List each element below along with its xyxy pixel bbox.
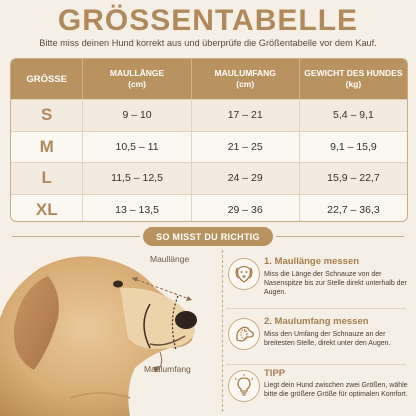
badge-divider-left	[12, 236, 140, 237]
dog-profile-icon	[228, 318, 260, 350]
table-row	[11, 162, 407, 194]
muzzle-circumference-label: Maulumfang	[144, 364, 191, 374]
dog-photo	[0, 248, 218, 416]
step-title: 2. Maulumfang messen	[264, 316, 369, 327]
size-cell: L	[41, 168, 52, 188]
table-row	[11, 99, 407, 131]
step-separator	[226, 364, 406, 365]
size-cell: S	[41, 105, 53, 125]
header-muzzle-circumference: MAULUMFANG (cm)	[191, 59, 299, 99]
dog-face-icon	[228, 258, 260, 290]
step-text: Liegt dein Hund zwischen zwei Größen, wähle bitte die größere Größe für optimalen Komfort.	[264, 382, 408, 398]
step-separator	[226, 308, 406, 309]
step-muzzle-circumference	[222, 312, 412, 364]
table-body	[11, 99, 407, 222]
table-row	[11, 194, 407, 223]
weight-cell: 15,9 – 22,7	[299, 163, 407, 194]
step-tip	[222, 368, 412, 412]
how-to-measure-badge: SO MISST DU RICHTIG	[143, 227, 273, 246]
length-cell: 13 – 13,5	[82, 195, 190, 223]
step-text: Miss den Umfang der Schnauze an der breitesten Stelle, direkt unter den Augen.	[264, 331, 391, 347]
circumference-cell: 17 – 21	[191, 100, 299, 131]
circumference-cell: 21 – 25	[191, 132, 299, 163]
header-muzzle-length: MAULLÄNGE (cm)	[82, 59, 190, 99]
size-cell: M	[39, 136, 54, 156]
header-size: GRÖSSE	[26, 73, 68, 85]
length-cell: 10,5 – 11	[82, 132, 190, 163]
circumference-cell: 29 – 36	[191, 195, 299, 223]
weight-cell: 5,4 – 9,1	[299, 100, 407, 131]
length-cell: 9 – 10	[82, 100, 190, 131]
step-title: TIPP	[264, 368, 286, 379]
table-row	[11, 131, 407, 163]
page-title: GRÖSSENTABELLE	[57, 4, 359, 37]
header-dog-weight: GEWICHT DES HUNDES (kg)	[299, 59, 407, 99]
lightbulb-icon	[228, 370, 260, 402]
step-muzzle-length	[222, 252, 412, 308]
step-title: 1. Maullänge messen	[264, 256, 360, 267]
length-cell: 11,5 – 12,5	[82, 163, 190, 194]
measure-steps	[222, 252, 412, 412]
circumference-cell: 24 – 29	[191, 163, 299, 194]
size-table	[10, 58, 408, 222]
weight-cell: 9,1 – 15,9	[299, 132, 407, 163]
badge-divider-right	[276, 236, 404, 237]
size-cell: XL	[35, 199, 58, 219]
weight-cell: 22,7 – 36,3	[299, 195, 407, 223]
table-header	[11, 59, 407, 99]
step-text: Miss die Länge der Schnauze von der Nasenspitze bis zur Stelle direkt unterhalb der Augen.	[264, 271, 407, 296]
muzzle-length-label: Maullänge	[150, 254, 190, 264]
page-subtitle: Bitte miss deinen Hund korrekt aus und überprüfe die Größentabelle vor dem Kauf.	[39, 38, 377, 48]
